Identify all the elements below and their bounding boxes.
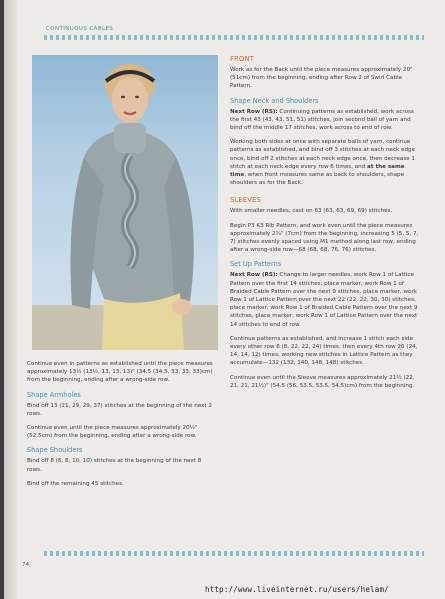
decorative-border-top (44, 35, 424, 40)
woman-in-cable-sweater-illustration (32, 55, 218, 350)
front-text: Work as for the Back until the piece measures approximately 20" (51cm) from the beginning, ending after Row 2 of Swirl Cable Pattern. (230, 67, 413, 90)
shape-neck-heading: Shape Neck and Shoulders (230, 96, 319, 105)
shape-neck-text: Next Row (RS): Continuing patterns as established, work across the first 43 (43, 43, 51, 51) stitches, join second ball of yarn and bind off the middle 17 stitches, work across to end of row. (230, 108, 414, 132)
page-number: 74 (22, 562, 29, 568)
left-column (27, 360, 217, 494)
front-heading: FRONT (230, 55, 254, 63)
book-page (4, 0, 445, 599)
sleeves-heading: SLEEVES (230, 196, 261, 205)
shape-armholes-text: Bind off 13 (21, 29, 29, 37) stitches at the beginning of the next 2 rows. (27, 402, 212, 417)
sleeve-final-text: Continue even until the Sleeve measures approximately 21½ (22, 21, 21, 21½)" (54.5 (56, 53.5, 53.5, 54.5)cm) from the beginning. (230, 374, 415, 389)
right-column (230, 48, 422, 396)
decorative-border-bottom (44, 551, 424, 556)
shape-shoulders-heading: Shape Shoulders (27, 446, 83, 455)
rib-pattern-text: Begin P3 K3 Rib Pattern, and work even until the piece measures approximately 2¾" (7cm) from the beginning, increasing 5 (5, 5, 7, 7) stitches evenly spaced using M1 method along last row, ending after a wrong-side row—68 (68, 68, 76, 76) stitches. (230, 222, 419, 254)
shape-shoulders-text: Bind off 8 (8, 8, 10, 10) stitches at the beginning of the next 8 rows. (27, 458, 202, 473)
increase-text: Continue patterns as established, and increase 1 stitch each side every other row 6 (8, 22, 22, 24) times, then every 4th row 26 (24, 14, 14, 12) times, working new stitches in Lattice Pattern as they accumulate—132 (132, 140, 148, 148) stitches. (230, 335, 418, 367)
set-up-text: Next Row (RS): Change to larger needles, work Row 1 of Lattice Pattern over the first 14 stitches, place marker, work Row 1 of Braided Cable Pattern over the next 9 stitches, place marker, work Row 1 of Lattice Pattern over the next 22 (22, 22, 30, 30) stitches, place marker, work Row 1 of Braided Cable Pattern over the next 9 stitches, place marker, work Row 1 of Lattice Pattern over the next 14 stitches to end of row. (230, 272, 418, 328)
set-up-patterns-heading: Set Up Patterns (230, 260, 282, 269)
shape-armholes-heading: Shape Armholes (27, 390, 81, 399)
sleeves-cast-on-text: With smaller needles, cast on 63 (63, 63, 69, 69) stitches. (230, 208, 393, 215)
source-url-watermark: http://www.liveinternet.ru/users/helam/ (205, 585, 389, 594)
both-sides-text: Working both sides at once with separate balls of yarn, continue patterns as established, and bind off 3 stitches at each neck edge once, bind off 2 stitches at each neck edge once, then decrease 1 stitch at each neck edge every row 6 times, and at the same time, when front measures same as back to shoulders, shape shoulders as for the Back. (230, 139, 416, 187)
bind-off-text: Bind off the remaining 45 stitches. (27, 480, 124, 487)
same-time-emphasis: at the same time (230, 163, 405, 179)
book-spine (4, 0, 18, 599)
back-measure-text: Continue even until the piece measures approximately 20½" (52.5cm) from the beginning, ending after a wrong-side row. (27, 425, 198, 440)
model-photo (32, 55, 218, 350)
running-header: CONTINUOUS CABLES (46, 26, 114, 32)
next-row-label: Next Row (RS): (230, 108, 278, 115)
back-continue-text: Continue even in patterns as established until the piece measures approximately 13½ (13½, 13, 13, 13)" (34.5 (34.5, 33, 33, 33)cm) from the beginning, ending after a wrong-side row. (27, 361, 213, 384)
next-row-label: Next Row (RS): (230, 272, 278, 279)
